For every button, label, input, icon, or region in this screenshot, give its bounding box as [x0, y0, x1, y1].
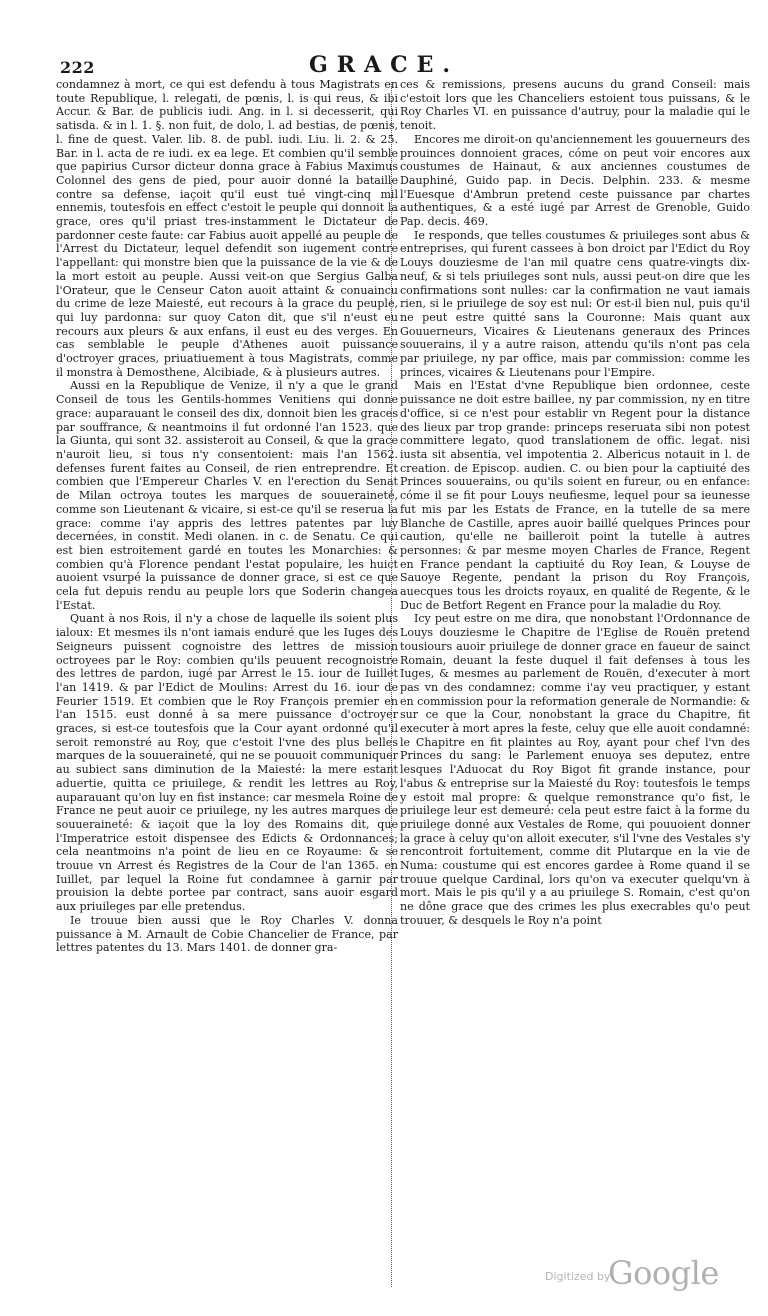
paragraph: Ie responds, que telles coustumes & priuileges sont abus & entreprises, qui furent cassees à bon droict par l'Edict du Roy Louys douziesme de l'an mil quatre cens quatre-vingts dix-neuf, & si tels priuileges sont nuls, aussi peut-on dire que les confirmations sont nulles: car la confirmation ne vaut iamais rien, si le priuilege de soy est nul: Or est-il bien nul, puis qu'il ne peut estre quitté sans la Couronne: Mais quant aux Gouuerneurs, Vicaires & Lieutenans generaux des Princes souuerains, il y a autre raison, attendu qu'ils n'ont pas cela par priuilege, ny par office, mais par commission: comme les princes, vicaires & Lieutenans pour l'Empire. [400, 228, 750, 379]
paragraph: Mais en l'Estat d'vne Republique bien ordonnee, ceste puissance ne doit estre baillee, ny par commission, ny en titre d'office, si ce n'est pour establir vn Regent pour la distance des lieux par trop grande: princeps reseruata sibi non potest committere legato, quod translationem de offic. legat. nisi iusta sit absentia, vel impotentia 2. Albericus notauit in l. de creation. de Episcop. audien. C. ou bien pour la captiuité des Princes souuerains, ou qu'ils soient en fureur, ou en enfance: cóme il se fit pour Louys neufiesme, lequel pour sa ieunesse fut mis par les Estats de France, en la tutelle de sa mere Blanche de Castille, apres auoir baillé quelques Princes pour caution, qu'elle ne bailleroit point la tutelle à autres personnes: & par mesme moyen Charles de France, Regent en France pendant la captiuité du Roy Iean, & Louyse de Sauoye Regente, pendant la prison du Roy François, auecques tous les droicts royaux, en qualité de Regente, & le Duc de Betfort Regent en France pour la maladie du Roy. [400, 379, 750, 612]
page-number: 222 [60, 58, 95, 77]
paragraph: condamnez à mort, ce qui est defendu à tous Magistrats en toute Republique, l. relegati, de pœnis, l. is qui reus, & ibi Accur. & Bar. de publicis iudi. Ang. in l. si decesserit, qui satisda. & in l. 1. §. non fuit, de dolo, l. ad bestias, de pœnis, l. fine de quest. Valer. lib. 8. de publ. iudi. Liu. li. 2. & 25. Bar. in l. acta de re iudi. ex ea lege. Et combien qu'il semble que papirius Cursor dicteur donna grace à Fabius Maximus Colonnel des gens de pied, pour auoir donné la bataille contre sa defense, iaçoit qu'il eust tué vingt-cinq mil ennemis, toutesfois en effect c'estoit le peuple qui donnoit la grace, ores qu'il priast tres-instamment le Dictateur de pardonner ceste faute: car Fabius auoit appellé au peuple de l'Arrest du Dictateur, lequel defendit son iugement contre l'appellant: qui monstre bien que la puissance de la vie & de la mort estoit au peuple. Aussi veit-on que Sergius Galba l'Orateur, que le Censeur Caton auoit attaint & conuaincu du crime de leze Maiesté, eut recours à la grace du peuple, qui luy pardonna: sur quoy Caton dit, que s'il n'eust eu recours aux pleurs & aux enfans, il eust eu des verges. En cas semblable le peuple d'Athenes auoit puissance d'octroyer graces, priuatiuement à tous Magistrats, comme il monstra à Demosthene, Alcibiade, & à plusieurs autres. [56, 78, 398, 379]
paragraph: Encores me diroit-on qu'anciennement les gouuerneurs des prouinces donnoient graces, cóme on peut voir encores aux coustumes de Hainaut, & aux anciennes coustumes de Dauphiné, Guido pap. in Decis. Delphin. 233. & mesme l'Euesque d'Ambrun pretend ceste puissance par chartes authentiques, & a esté iugé par Arrest de Grenoble, Guido Pap. decis. 469. [400, 132, 750, 229]
paragraph: ces & remissions, presens aucuns du grand Conseil: mais c'estoit lors que les Chanceliers estoient tous puissans, & le Roy Charles VI. en puissance d'autruy, pour la maladie qui le tenoit. [400, 78, 750, 133]
right-column [400, 78, 750, 928]
paragraph: Ie trouue bien aussi que le Roy Charles V. donna puissance à M. Arnault de Cobie Chancelier de France, par lettres patentes du 13. Mars 1401. de donner gra- [56, 913, 398, 955]
left-column [56, 78, 398, 955]
paragraph: Quant à nos Rois, il n'y a chose de laquelle ils soient plus ialoux: Et mesmes ils n'ont iamais enduré que les Iuges des Seigneurs puissent cognoistre des lettres de mission octroyees par le Roy: combien qu'ils peuuent recognoistre des lettres de pardon, iugé par Arrest le 15. iour de Iuillet l'an 1419. & par l'Edict de Moulins: Arrest du 16. iour de Feurier 1519. Et combien que le Roy François premier en l'an 1515. eust donné à sa mere puissance d'octroyer graces, si est-ce toutesfois que la Cour ayant ordonné qu'il seroit remonstré au Roy, que c'estoit l'vne des plus belles marques de la souueraineté, qui ne se pouuoit communiquer au subiect sans diminution de la Maiesté: la mere estant aduertie, quitta ce priuilege, & rendit les lettres au Roy, auparauant qu'on luy en fist instance: car mesmela Roine de France ne peut auoir ce priuilege, ny les autres marques de souueraineté: & iaçoit que la loy des Romains dit, que l'Imperatrice estoit dispensee des Edicts & Ordonnances; cela neantmoins n'a point de lieu en ce Royaume: & se trouue vn Arrest és Registres de la Cour de l'an 1365. en Iuillet, par lequel la Roine fut condamnee à garnir par prouision la debte portee par contract, sans auoir esgard aux priuileges par elle pretendus. [56, 612, 398, 914]
paragraph: Aussi en la Republique de Venize, il n'y a que le grand Conseil de tous les Gentils-hommes Venitiens qui donne grace: auparauant le conseil des dix, donnoit bien les graces par souffrance, & neantmoins il fut ordonné l'an 1523. que la Giunta, qui sont 32. assisteroit au Conseil, & que la grace n'auroit lieu, si tous n'y consentoient: mais l'an 1562. defenses furent faites au Conseil, de rien entreprendre. Et combien que l'Empereur Charles V. en l'erection du Senat de Milan octroya toutes les marques de souueraineté, comme son Lieutenant & vicaire, si est-ce qu'il se reserua la grace: comme i'ay appris des lettres patentes par luy decernées, in constit. Medi olanen. in c. de Senatu. Ce qui est bien estroitement gardé en toutes les Monarchies: & combien qu'à Florence pendant l'estat populaire, les huict auoient vsurpé la puissance de donner grace, si est ce que cela fut depuis rendu au peuple lors que Soderin changea l'Estat. [56, 379, 398, 612]
digitized-by-label: Digitized by [545, 1270, 611, 1283]
paragraph: Icy peut estre on me dira, que nonobstant l'Ordonnance de Louys douziesme le Chapitre de l'Eglise de Rouën pretend tousiours auoir priuilege de donner grace en faueur de sainct Romain, deuant la feste duquel il fait defenses à tous les Iuges, & mesmes au parlement de Rouën, d'executer à mort pas vn des condamnez: comme i'ay veu practiquer, y estant en commission pour la reformation generale de Normandie: & sur ce que la Cour, nonobstant la grace du Chapitre, fit executer à mort apres la feste, celuy que elle auoit condamné: le Chapitre en fit plaintes au Roy, ayant pour chef l'vn des Princes du sang: le Parlement enuoya ses deputez, entre lesques l'Aduocat du Roy Bigot fit grande instance, pour l'abus & entreprise sur la Maiesté du Roy: toutesfois le temps y estoit mal propre: & quelque remonstrance qu'o fist, le priuilege leur est demeuré: cela peut estre faict à la forme du priuilege donné aux Vestales de Rome, qui pouuoient donner la grace à celuy qu'on alloit executer, s'il l'vne des Vestales s'y rencontroit fortuitement, comme dit Plutarque en la vie de Numa: coustume qui est encores gardee à Rome quand il se trouue quelque Cardinal, lors qu'on va executer quelqu'vn à mort. Mais le pis qu'il y a au priuilege S. Romain, c'est qu'on ne dône grace que des crimes les plus execrables qu'o peut trouuer, & desquels le Roy n'a point [400, 612, 750, 927]
google-watermark: Google [608, 1254, 719, 1292]
column-divider [391, 82, 393, 1287]
running-head: GRACE. [308, 52, 460, 78]
